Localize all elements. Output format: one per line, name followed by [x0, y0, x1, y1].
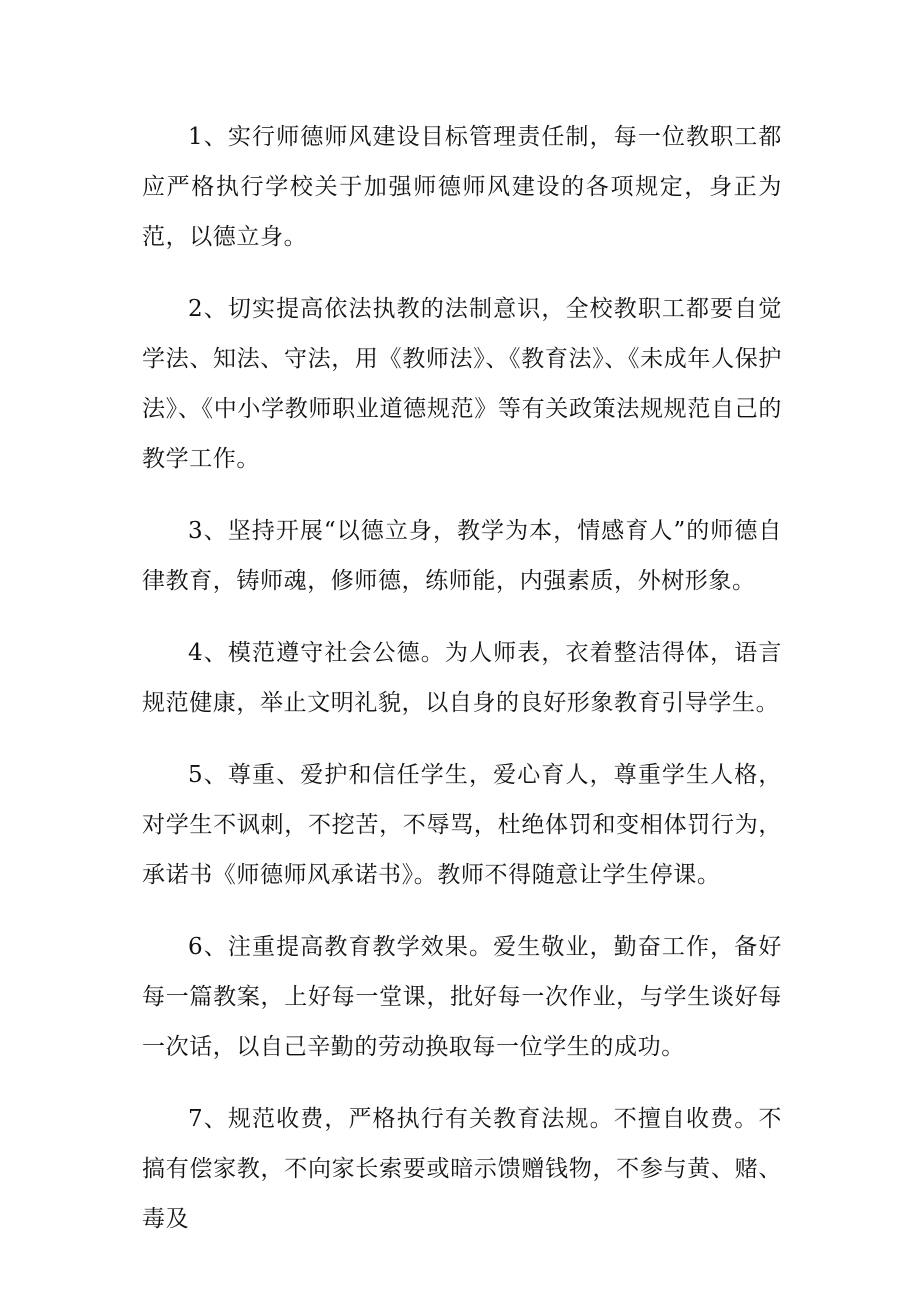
paragraph-6: 6、注重提高教育教学效果。爱生敬业，勤奋工作，备好每一篇教案，上好每一堂课，批好每一次作业，与学生谈好每一次话，以自己辛勤的劳动换取每一位学生的成功。	[142, 934, 782, 1060]
document-body	[142, 112, 782, 1266]
paragraph-1: 1、实行师德师风建设目标管理责任制，每一位教职工都应严格执行学校关于加强师德师风建设的各项规定，身正为范，以德立身。	[142, 124, 782, 250]
paragraph-2: 2、切实提高依法执教的法制意识，全校教职工都要自觉学法、知法、守法，用《教师法》、《教育法》、《未成年人保护法》、《中小学教师职业道德规范》等有关政策法规规范自己的教学工作。	[142, 296, 782, 472]
paragraph-7: 7、规范收费，严格执行有关教育法规。不擅自收费。不搞有偿家教，不向家长索要或暗示馈赠钱物，不参与黄、赌、毒及	[142, 1106, 782, 1232]
paragraph-5: 5、尊重、爱护和信任学生，爱心育人，尊重学生人格，对学生不讽刺，不挖苦，不辱骂，杜绝体罚和变相体罚行为，承诺书《师德师风承诺书》。教师不得随意让学生停课。	[142, 762, 782, 888]
paragraph-4: 4、模范遵守社会公德。为人师表，衣着整洁得体，语言规范健康，举止文明礼貌，以自身的良好形象教育引导学生。	[142, 640, 782, 716]
paragraph-3: 3、坚持开展“以德立身，教学为本，情感育人”的师德自律教育，铸师魂，修师德，练师能，内强素质，外树形象。	[142, 518, 782, 594]
